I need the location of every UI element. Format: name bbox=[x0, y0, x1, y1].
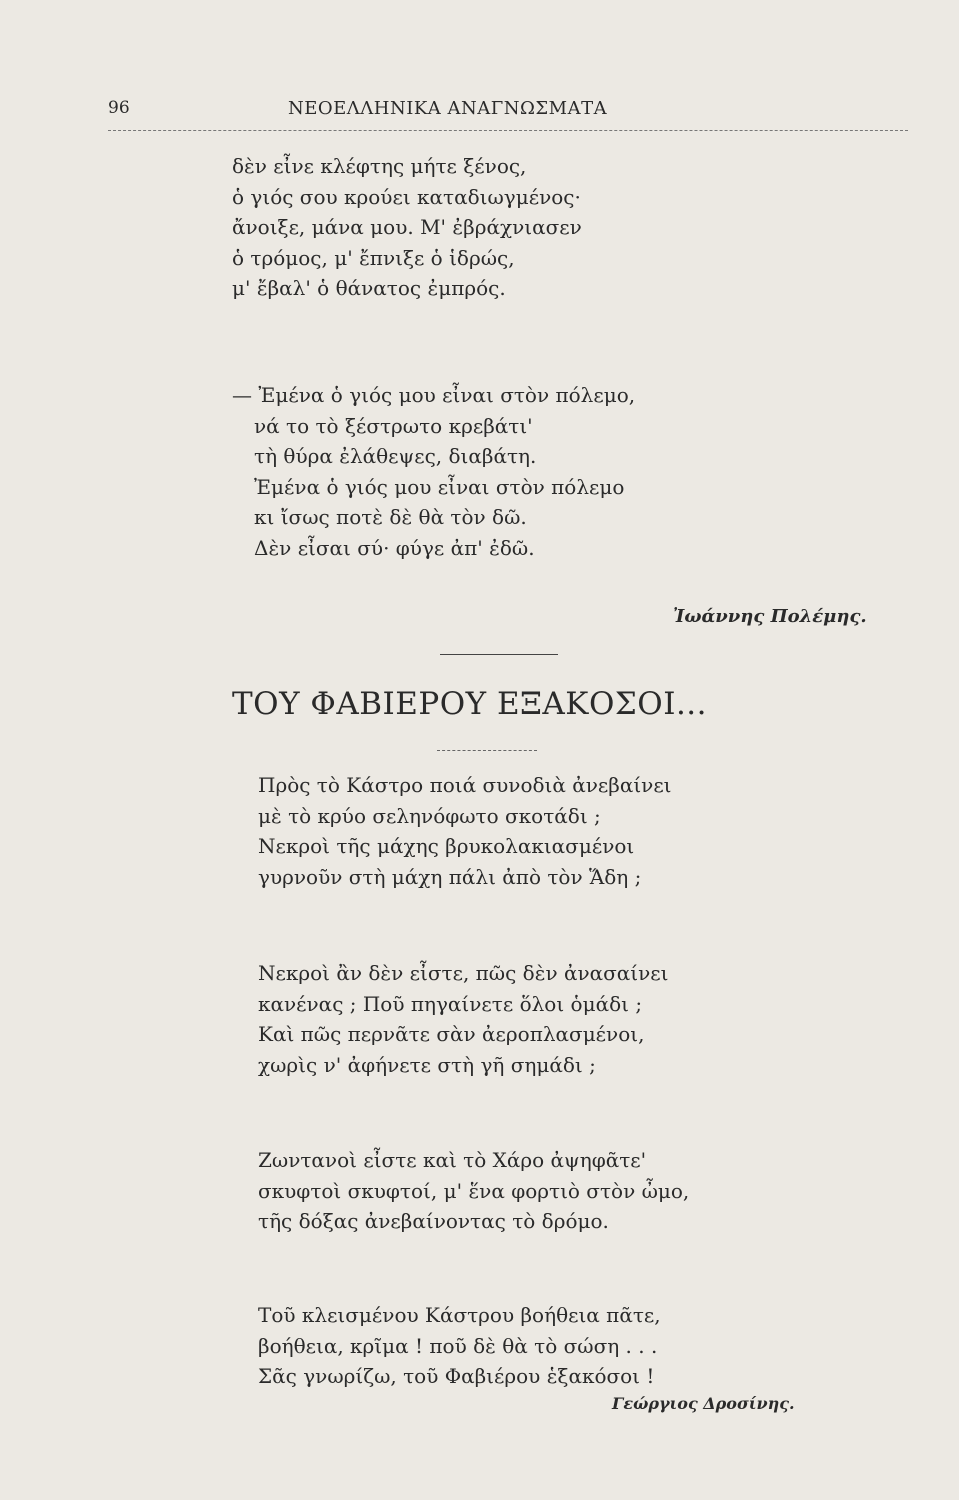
verse-line: Νεκροὶ ἂν δὲν εἶστε, πῶς δὲν ἀνασαίνει bbox=[258, 961, 669, 985]
verse-line: ἄνοιξε, μάνα μου. Μ' ἐβράχνιασεν bbox=[232, 215, 582, 239]
page-number: 96 bbox=[108, 98, 130, 118]
verse-line: δὲν εἶνε κλέφτης μήτε ξένος, bbox=[232, 154, 527, 178]
section-divider bbox=[440, 654, 558, 655]
verse-line: κανένας ; Ποῦ πηγαίνετε ὅλοι ὁμάδι ; bbox=[258, 991, 643, 1016]
page-header bbox=[108, 98, 908, 128]
verse-line: γυρνοῦν στὴ μάχη πάλι ἀπὸ τὸν Ἅδη ; bbox=[258, 864, 642, 889]
verse-line: νά το τὸ ξέστρωτο κρεβάτι' bbox=[254, 413, 533, 438]
header-rule bbox=[108, 130, 908, 131]
verse-line: — Ἐμένα ὁ γιός μου εἶναι στὸν πόλεμο, bbox=[232, 383, 636, 407]
verse-line: χωρὶς ν' ἀφήνετε στὴ γῆ σημάδι ; bbox=[258, 1052, 596, 1077]
poem2-stanza3 bbox=[258, 1145, 689, 1237]
poem2-stanza2 bbox=[258, 958, 669, 1080]
poem1-stanza1 bbox=[232, 151, 582, 304]
running-title: ΝΕΟΕΛΛΗΝΙΚΑ ΑΝΑΓΝΩΣΜΑΤΑ bbox=[288, 98, 608, 119]
verse-line: κι ἴσως ποτὲ δὲ θὰ τὸν δῶ. bbox=[254, 505, 527, 529]
verse-line: Σᾶς γνωρίζω, τοῦ Φαβιέρου ἑξακόσοι ! bbox=[258, 1364, 655, 1388]
verse-line: ὁ τρόμος, μ' ἔπνιξε ὁ ἱδρώς, bbox=[232, 245, 515, 270]
poem2-stanza4 bbox=[258, 1300, 661, 1392]
poem1-stanza2 bbox=[232, 380, 635, 563]
verse-line: Καὶ πῶς περνᾶτε σὰν ἀεροπλασμένοι, bbox=[258, 1022, 645, 1046]
verse-line: μ' ἔβαλ' ὁ θάνατος ἐμπρός. bbox=[232, 276, 506, 300]
verse-line: Νεκροὶ τῆς μάχης βρυκολακιασμένοι bbox=[258, 834, 635, 858]
verse-line: τὴ θύρα ἐλάθεψες, διαβάτη. bbox=[254, 444, 537, 468]
verse-line: Ζωντανοὶ εἶστε καὶ τὸ Χάρο ἀψηφᾶτε' bbox=[258, 1148, 647, 1172]
verse-line: Πρὸς τὸ Κάστρο ποιά συνοδιὰ ἀνεβαίνει bbox=[258, 773, 672, 797]
verse-line: Δὲν εἶσαι σύ· φύγε ἀπ' ἐδῶ. bbox=[254, 535, 535, 560]
poem1-author: Ἰωάννης Πολέμης. bbox=[673, 606, 867, 627]
poem2-author: Γεώργιος Δροσίνης. bbox=[612, 1394, 795, 1413]
verse-line: Τοῦ κλεισμένου Κάστρου βοήθεια πᾶτε, bbox=[258, 1303, 661, 1327]
verse-line: μὲ τὸ κρύο σεληνόφωτο σκοτάδι ; bbox=[258, 803, 601, 828]
title-underline bbox=[437, 750, 537, 751]
verse-line: τῆς δόξας ἀνεβαίνοντας τὸ δρόμο. bbox=[258, 1209, 609, 1233]
verse-line: Ἐμένα ὁ γιός μου εἶναι στὸν πόλεμο bbox=[254, 474, 625, 499]
verse-line: βοήθεια, κρῖμα ! ποῦ δὲ θὰ τὸ σώση . . . bbox=[258, 1333, 658, 1358]
verse-line: σκυφτοὶ σκυφτοί, μ' ἕνα φορτιὸ στὸν ὦμο, bbox=[258, 1178, 690, 1203]
verse-line: ὁ γιός σου κρούει καταδιωγμένος· bbox=[232, 184, 581, 209]
poem2-title: ΤΟΥ ΦΑΒΙΕΡΟΥ ΕΞΑΚΟΣΟΙ... bbox=[232, 686, 708, 722]
poem2-stanza1 bbox=[258, 770, 672, 892]
